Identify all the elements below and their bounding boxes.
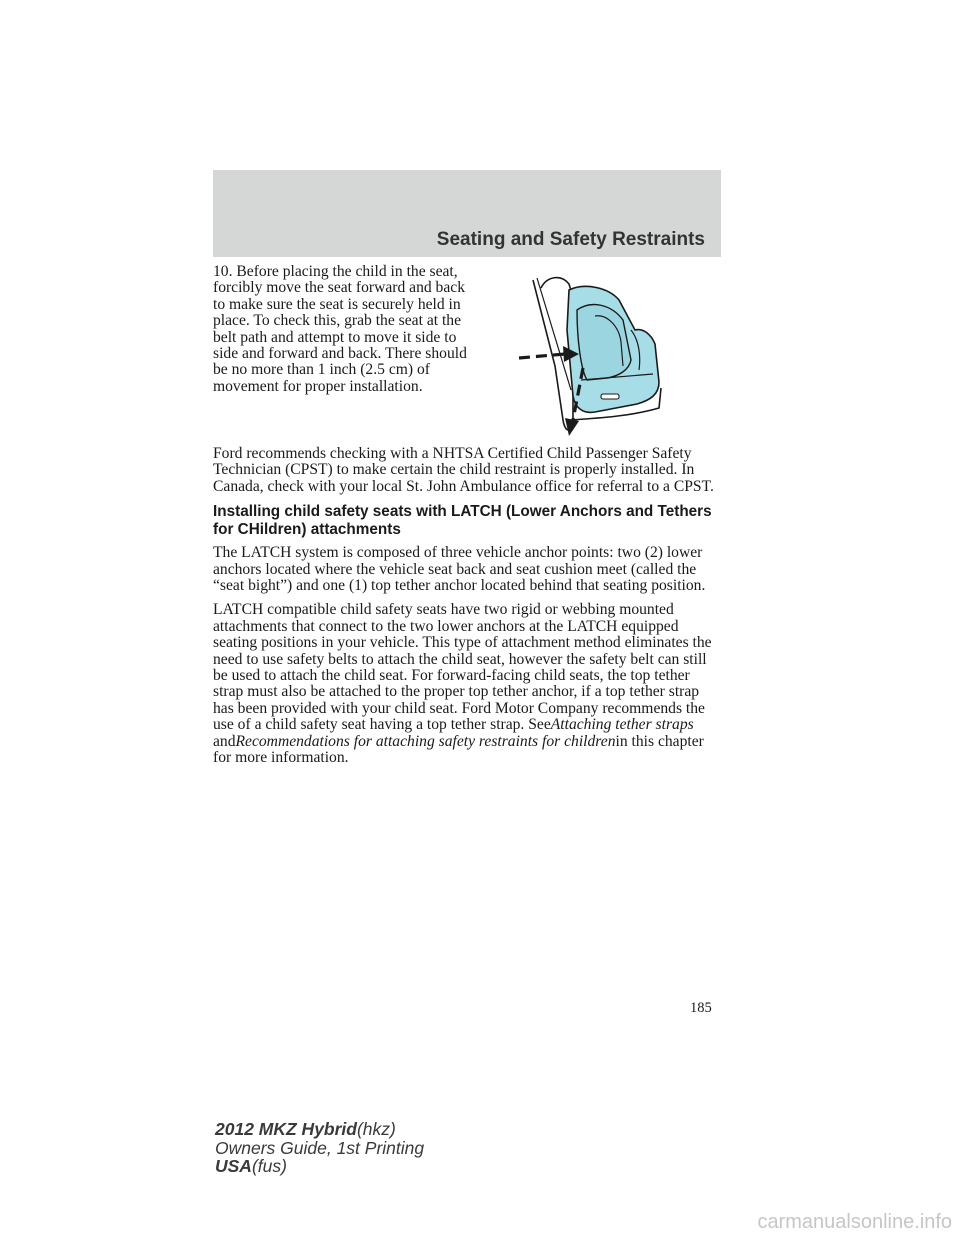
document-footer xyxy=(215,1120,424,1176)
latch-paragraph-text: LATCH compatible child safety seats have two rigid or webbing mounted attachments that connect to the two lower anchors at the LATCH equipped seating positions in your vehicle. This type of attachment method eliminates the need to use safety belts to attach the child seat, however the safety belt can still be used to attach the child seat. For forward-facing child seats, the top tether strap must also be attached to the proper top tether anchor, if a top tether strap has been provided with your child seat. Ford Motor Company recommends the use of a child safety seat having a top tether strap. See xyxy=(213,601,712,734)
chapter-title: Seating and Safety Restraints xyxy=(436,229,705,250)
page-number: 185 xyxy=(690,1000,712,1016)
child-seat-installation-illustration-icon xyxy=(511,270,679,442)
footer-model-name: 2012 MKZ Hybrid xyxy=(215,1119,357,1139)
footer-line-market xyxy=(215,1157,424,1176)
cpst-recommendation-paragraph: Ford recommends checking with a NHTSA Certified Child Passenger Safety Technician (CPST) to make certain the child restraint is properly installed. In Canada, check with your local St. John Ambulance office for referral to a CPST. xyxy=(213,445,714,495)
site-watermark: carmanualsonline.info xyxy=(757,1211,952,1233)
latch-end-text: in this chapter for more information. xyxy=(213,732,704,767)
footer-market-code: (fus) xyxy=(251,1156,287,1176)
latch-and-text: and xyxy=(213,732,236,750)
footer-model-code: (hkz) xyxy=(356,1119,396,1139)
footer-market-name: USA xyxy=(215,1156,252,1176)
footer-line-guide: Owners Guide, 1st Printing xyxy=(215,1137,425,1158)
intro-block xyxy=(213,264,723,446)
chapter-header xyxy=(213,170,721,257)
recommendations-reference: Recommendations for attaching safety restraints for children xyxy=(235,732,616,750)
footer-line-model xyxy=(215,1120,424,1139)
tether-straps-reference: Attaching tether straps xyxy=(550,716,694,734)
latch-section-heading: Installing child safety seats with LATCH (Lower Anchors and Tethers for CHildren) attachments xyxy=(213,503,712,539)
latch-description-paragraph: The LATCH system is composed of three vehicle anchor points: two (2) lower anchors located where the vehicle seat back and seat cushion meet (called the “seat bight”) and one (1) top tether anchor located behind that seating position. xyxy=(213,544,706,595)
latch-attachment-paragraph xyxy=(213,602,723,766)
page-content xyxy=(213,264,723,775)
intro-paragraph: 10. Before placing the child in the seat, forcibly move the seat forward and back to make sure the seat is securely held in place. To check this, grab the seat at the belt path and attempt to move it side to side and forward and back. There should be no more than 1 inch (2.5 cm) of movement for proper installation. xyxy=(213,263,467,395)
